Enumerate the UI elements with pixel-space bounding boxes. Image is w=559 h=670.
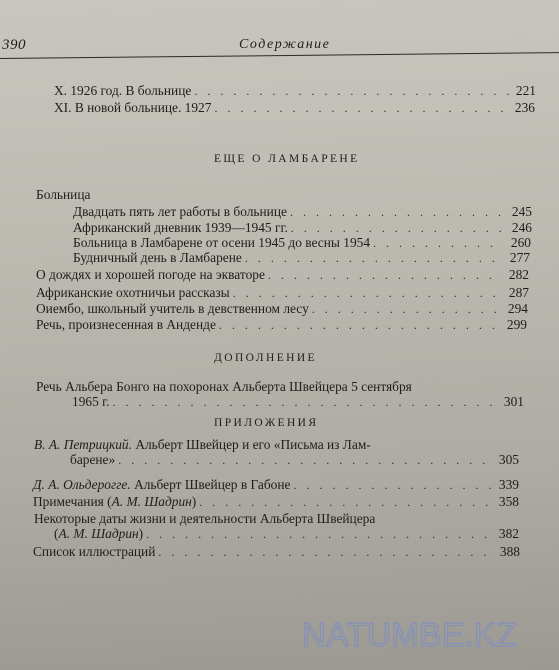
toc-entry-page: 246	[511, 220, 532, 235]
toc-entry-title	[33, 476, 291, 493]
section-heading: ЕЩЕ О ЛАМБАРЕНЕ	[214, 153, 360, 165]
toc-entry-page: 299	[506, 317, 527, 332]
leader-dots	[294, 477, 493, 494]
leader-dots	[199, 494, 492, 511]
section-heading: ДОПОЛНЕНИЕ	[214, 352, 317, 364]
toc-entry	[36, 284, 529, 301]
toc-group-title: Больница	[36, 187, 91, 202]
toc-entry	[54, 82, 536, 99]
section-heading: ПРИЛОЖЕНИЯ	[214, 417, 319, 429]
toc-entry-page: 339	[498, 477, 519, 492]
toc-entry-title: Примечания (А. М. Шадрин)	[33, 494, 197, 509]
toc-entry	[72, 393, 524, 410]
toc-entry	[33, 543, 520, 560]
toc-entry-title: Больница в Ламбарене от осени 1945 до весны 1954	[73, 235, 371, 250]
toc-entry	[36, 300, 528, 317]
toc-entry-page: 245	[511, 204, 532, 219]
toc-entry-title: X. 1926 год. В больнице	[54, 83, 192, 98]
toc-entry-page: 388	[499, 544, 520, 559]
entry-title: Альберт Швейцер в Габоне	[134, 477, 291, 492]
entry-title: Альберт Швейцер и его «Письма из Лам-	[135, 437, 371, 452]
leader-dots	[214, 100, 508, 117]
toc-entry-title-cont: барене»	[70, 452, 116, 467]
toc-entry-title-cont: 1965 г.	[72, 394, 110, 409]
toc-entry-title: Будничный день в Ламбарене	[73, 250, 242, 265]
toc-entry-title: Оиембо, школьный учитель в девственном лесу	[36, 301, 309, 316]
leader-dots	[158, 544, 493, 561]
toc-entry-page: 221	[515, 83, 536, 98]
toc-entry	[54, 525, 519, 542]
toc-entry-title: Двадцать пять лет работы в больнице	[73, 204, 287, 219]
leader-dots	[245, 250, 503, 267]
author-name: А. М. Шадрин	[111, 494, 192, 509]
toc-entry	[36, 266, 529, 283]
toc-entry-page: 282	[508, 267, 529, 282]
leader-dots	[112, 394, 497, 411]
toc-entry-title: О дождях и хорошей погоде на экваторе	[36, 267, 265, 282]
toc-entry	[33, 493, 519, 510]
toc-sub-entry	[73, 249, 530, 266]
toc-entry	[33, 476, 519, 493]
toc-entry-title: Список иллюстраций	[33, 544, 156, 559]
author-name: В. А. Петрицкий.	[34, 437, 132, 452]
leader-dots	[268, 267, 502, 284]
toc-sub-entry	[73, 203, 532, 220]
toc-entry	[36, 316, 527, 333]
toc-entry-title: Африканские охотничьи рассказы	[36, 285, 230, 300]
running-head: Содержание	[239, 37, 331, 52]
toc-entry	[54, 99, 535, 116]
toc-entry-title: XI. В новой больнице. 1927	[54, 100, 212, 115]
toc-entry-page: 260	[510, 235, 531, 250]
page-number: 390	[2, 37, 26, 53]
toc-entry-page: 305	[498, 452, 519, 467]
toc-entry-title: Речь, произнесенная в Анденде	[36, 317, 216, 332]
leader-dots	[146, 526, 492, 543]
toc-entry	[70, 451, 519, 468]
toc-entry-title: Некоторые даты жизни и деятельности Альберта Швейцера	[34, 511, 376, 526]
toc-entry-page: 277	[509, 250, 530, 265]
toc-entry-title: Речь Альбера Бонго на похоронах Альберта Швейцера 5 сентября	[36, 379, 412, 394]
toc-entry-page: 358	[498, 494, 519, 509]
toc-entry-page: 294	[507, 301, 528, 316]
toc-entry-page: 301	[503, 394, 524, 409]
site-watermark: NATUMBE.KZ	[302, 616, 518, 653]
leader-dots	[219, 317, 500, 334]
toc-entry-title: Африканский дневник 1939—1945 гг.	[73, 220, 288, 235]
author-name: Д. А. Ольдерогге.	[33, 477, 131, 492]
toc-entry-page: 236	[514, 100, 535, 115]
toc-entry-title-cont: (А. М. Шадрин)	[54, 526, 144, 541]
author-name: А. М. Шадрин	[58, 526, 139, 541]
toc-entry-page: 287	[508, 285, 529, 300]
leader-dots	[118, 452, 492, 469]
leader-dots	[194, 83, 509, 100]
toc-entry-page: 382	[498, 526, 519, 541]
